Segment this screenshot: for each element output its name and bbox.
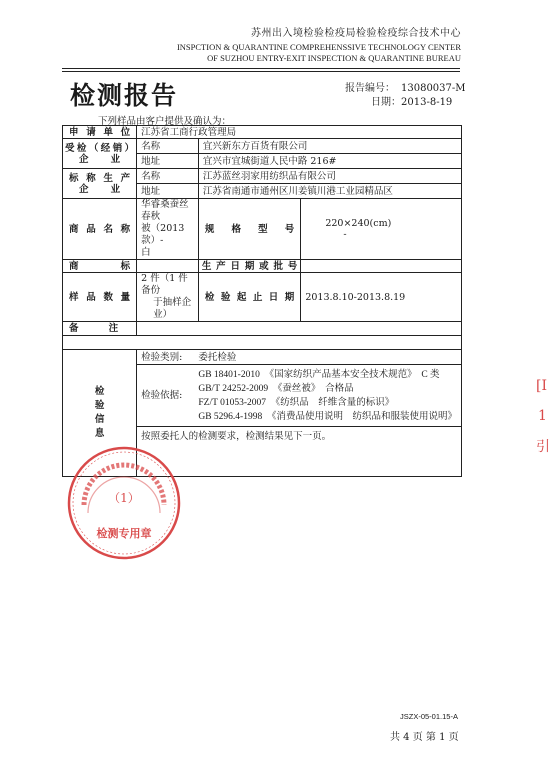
- info-char-2: 验: [94, 400, 105, 411]
- test-basis-label: 检验依据:: [137, 365, 199, 427]
- brand-label: 商标: [63, 260, 137, 273]
- inspected-address-value: 宜兴市宜城街道人民中路 216#: [198, 154, 461, 169]
- mfg-date-label: 生产日期或批号: [198, 260, 300, 273]
- inspected-label-line2: 企业: [79, 153, 121, 165]
- stamp-bottom-text: 检测专用章: [96, 527, 152, 540]
- info-char-3: 信: [94, 414, 105, 425]
- product-name-line2: 被（2013 款）-: [141, 223, 185, 246]
- standard-1: GB 18401-2010 《国家纺织产品基本安全技术规范》 C 类: [198, 369, 440, 380]
- product-name-label: 商品名称: [63, 199, 137, 260]
- org-name-en-line2: OF SUZHOU ENTRY-EXIT INSPECTION & QUARANTINE BUREAU: [207, 53, 461, 63]
- report-date: [345, 93, 452, 108]
- test-type-value: 委托检验: [198, 350, 461, 365]
- row-applicant: [63, 126, 462, 139]
- maker-address-value: 江苏省南通市通州区川姜镇川港工业园精品区: [198, 184, 461, 199]
- test-type-label: 检验类别:: [137, 350, 199, 365]
- product-name-line3: 白: [141, 247, 151, 258]
- report-title: 检测报告: [70, 81, 179, 110]
- margin-mark-1: [I: [536, 378, 547, 394]
- official-stamp: [64, 443, 184, 563]
- page-number: 共 4 页 第 1 页: [390, 732, 459, 743]
- report-date-value: 2013-8-19: [401, 97, 453, 108]
- product-name-line1: 华睿桑蚕丝春秋: [141, 199, 189, 222]
- sample-qty-line2: 于抽样企业）: [153, 297, 192, 320]
- sample-qty-value: [137, 273, 199, 322]
- product-name-value: [137, 199, 199, 260]
- maker-name-value: 江苏蓝丝羽家用纺织品有限公司: [198, 169, 461, 184]
- maker-label-line2: 企业: [79, 183, 121, 195]
- org-name-en-line1: INSPCTION & QUARANTINE COMPREHENSSIVE TECHNOLOGY CENTER: [176, 42, 461, 52]
- standard-3: FZ/T 01053-2007 《纺织品 纤维含量的标识》: [198, 397, 395, 408]
- report-number-value: 13080037-M: [401, 83, 466, 94]
- remark-label: 备注: [63, 322, 137, 336]
- info-char-4: 息: [94, 428, 105, 439]
- margin-mark-2: 1: [538, 408, 547, 424]
- standard-2: GB/T 24252-2009 《蚕丝被》 合格品: [198, 383, 354, 394]
- inspected-name-value: 宜兴新东方百货有限公司: [198, 139, 461, 154]
- report-date-label: 日期：: [371, 97, 401, 108]
- brand-value: [137, 260, 199, 273]
- inspected-enterprise-label: [63, 139, 137, 169]
- maker-name-label: 名称: [137, 169, 199, 184]
- spacer-cell: [63, 336, 462, 350]
- row-sample: [63, 273, 462, 322]
- standards-list: [198, 365, 461, 427]
- header-rule: [62, 68, 460, 69]
- standard-4: GB 5296.4-1998 《消费品使用说明 纺织品和服装使用说明》: [198, 411, 457, 422]
- row-spacer: [63, 336, 462, 350]
- row-remark: [63, 322, 462, 336]
- row-inspected-name: [63, 139, 462, 154]
- header-rule-thin: [62, 71, 460, 72]
- row-brand: [63, 260, 462, 273]
- inspected-label-line1: 受检（经销）: [65, 142, 135, 154]
- report-number-label: 报告编号：: [345, 83, 395, 94]
- sample-qty-line1: 2 件（1 件备份: [141, 273, 188, 296]
- spec-value: 220×240(cm): [325, 218, 392, 229]
- sample-qty-label: 样品数量: [63, 273, 137, 322]
- report-number: [345, 79, 466, 94]
- test-period-value: 2013.8.10-2013.8.19: [301, 273, 462, 322]
- applicant-value: 江苏省工商行政管理局: [137, 126, 462, 139]
- applicant-label: 申请单位: [63, 126, 137, 139]
- sample-note: 下列样品由客户提供及确认为：: [98, 116, 232, 127]
- org-name-cn: 苏州出入境检验检疫局检验检疫综合技术中心: [251, 28, 461, 39]
- remark-value: [137, 322, 462, 336]
- stamp-center-text: （1）: [108, 491, 140, 505]
- maker-label-line1: 标称生产: [69, 172, 131, 184]
- inspected-name-label: 名称: [137, 139, 199, 154]
- form-code: JSZX-05-01.15-A: [400, 712, 458, 721]
- info-char-1: 检: [94, 386, 105, 397]
- maker-address-label: 地址: [137, 184, 199, 199]
- spec-value-cell: [301, 199, 462, 260]
- row-maker-name: [63, 169, 462, 184]
- report-table: [62, 125, 462, 477]
- test-period-label: 检验起止日期: [198, 273, 300, 322]
- row-test-type: [63, 350, 462, 365]
- maker-enterprise-label: [63, 169, 137, 199]
- conclusion: 按照委托人的检测要求，检测结果见下一页。: [137, 427, 462, 477]
- row-product: [63, 199, 462, 260]
- margin-mark-3: 引: [536, 439, 550, 455]
- spec-label: 规格型号: [198, 199, 300, 260]
- spec-dash: -: [343, 229, 347, 240]
- inspected-address-label: 地址: [137, 154, 199, 169]
- mfg-date-value: [301, 260, 462, 273]
